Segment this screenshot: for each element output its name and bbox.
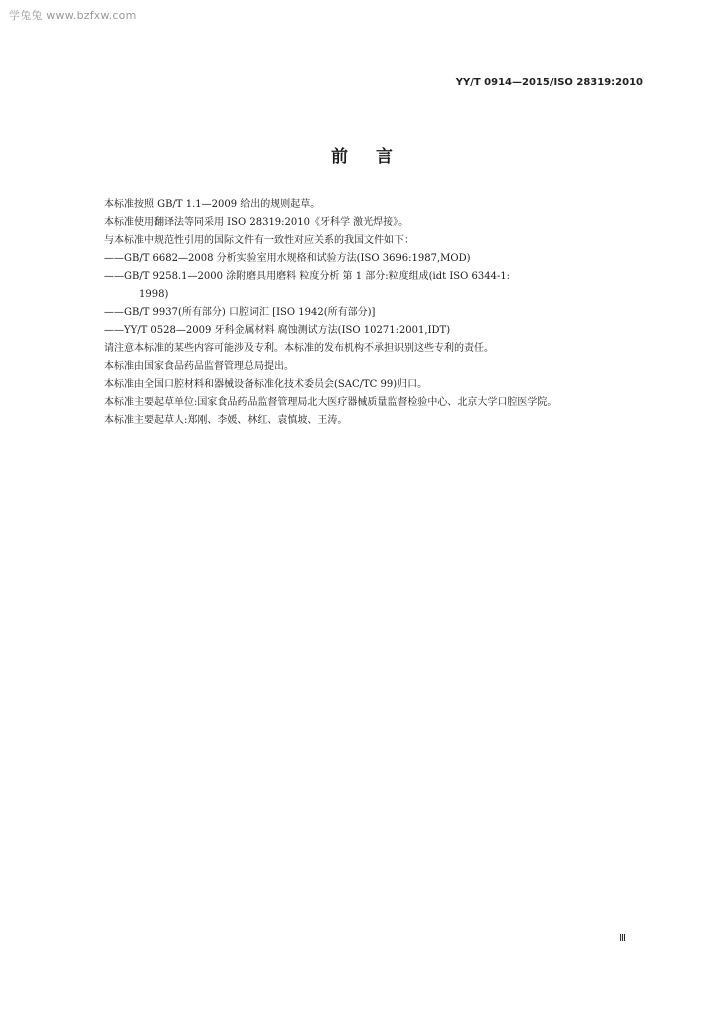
- page-number: Ⅲ: [619, 933, 626, 944]
- reference-item: ——YY/T 0528—2009 牙科金属材料 腐蚀测试方法(ISO 10271:2001,IDT): [104, 325, 451, 336]
- paragraph-committee: 本标准由全国口腔材料和器械设备标准化技术委员会(SAC/TC 99)归口。: [104, 379, 428, 390]
- reference-item: ——GB/T 6682—2008 分析实验室用水规格和试验方法(ISO 3696:1987,MOD): [104, 253, 471, 264]
- foreword-body: [84, 196, 644, 430]
- reference-item: ——GB/T 9258.1—2000 涂附磨具用磨料 粒度分析 第 1 部分:粒度组成(idt ISO 6344-1:: [104, 271, 511, 282]
- paragraph-adoption: 本标准使用翻译法等同采用 ISO 28319:2010《牙科学 激光焊接》。: [104, 217, 409, 228]
- paragraph-drafting-rule: 本标准按照 GB/T 1.1—2009 给出的规则起草。: [104, 199, 321, 210]
- page-title: 前言: [331, 147, 421, 167]
- paragraph-patent-notice: 请注意本标准的某些内容可能涉及专利。本标准的发布机构不承担识别这些专利的责任。: [104, 343, 494, 354]
- paragraph-proposer: 本标准由国家食品药品监督管理总局提出。: [104, 361, 294, 372]
- reference-item-continuation: 1998): [139, 289, 169, 300]
- reference-item: ——GB/T 9937(所有部分) 口腔词汇 [ISO 1942(所有部分)]: [104, 307, 376, 318]
- standard-code-header: YY/T 0914—2015/ISO 28319:2010: [455, 77, 643, 88]
- paragraph-drafters: 本标准主要起草人:郑刚、李媛、林红、袁慎坡、王涛。: [104, 415, 348, 426]
- watermark-text: 学兔兔 www.bzfxw.com: [9, 9, 137, 22]
- paragraph-drafting-units: 本标准主要起草单位:国家食品药品监督管理局北大医疗器械质量监督检验中心、北京大学口腔医学院。: [104, 397, 558, 408]
- paragraph-references-intro: 与本标准中规范性引用的国际文件有一致性对应关系的我国文件如下：: [104, 235, 414, 246]
